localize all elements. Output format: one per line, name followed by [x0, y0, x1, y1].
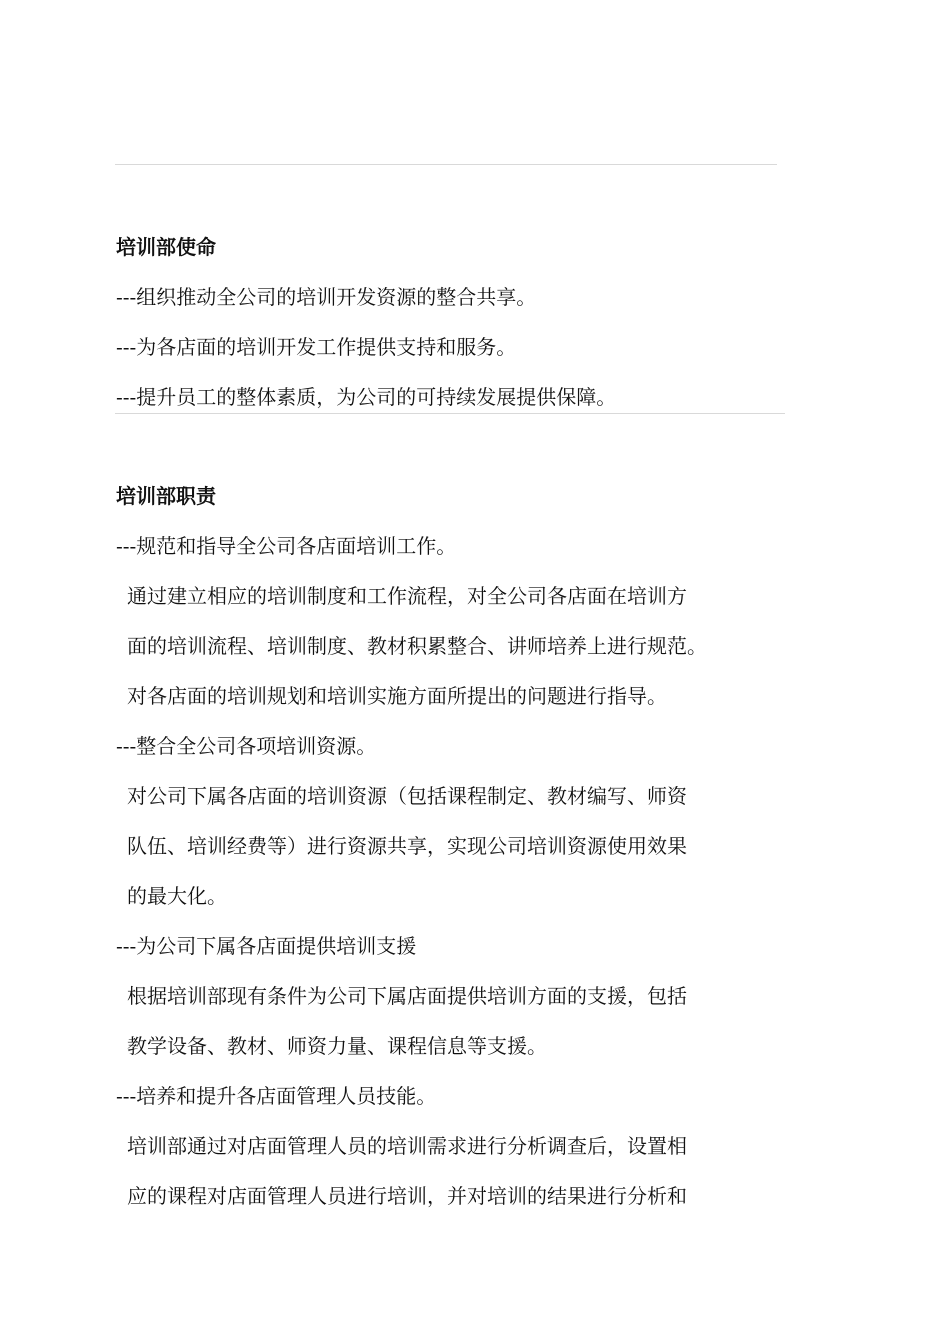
duty-text-line: 的最大化。	[127, 884, 227, 908]
mission-item: ---为各店面的培训开发工作提供支持和服务。	[116, 335, 517, 359]
mission-item: ---组织推动全公司的培训开发资源的整合共享。	[116, 285, 537, 309]
duty-text-line: 教学设备、教材、师资力量、课程信息等支援。	[127, 1034, 547, 1058]
duties-title: 培训部职责	[116, 484, 216, 508]
duty-heading: ---整合全公司各项培训资源。	[116, 734, 377, 758]
duty-text-line: 面的培训流程、培训制度、教材积累整合、讲师培养上进行规范。	[127, 634, 707, 658]
duty-text-line: 队伍、培训经费等）进行资源共享，实现公司培训资源使用效果	[127, 834, 687, 858]
duty-text-line: 对各店面的培训规划和培训实施方面所提出的问题进行指导。	[127, 684, 667, 708]
duty-heading: ---培养和提升各店面管理人员技能。	[116, 1084, 437, 1108]
duty-text-line: 根据培训部现有条件为公司下属店面提供培训方面的支援，包括	[127, 984, 687, 1008]
middle-divider	[115, 413, 785, 414]
duty-text-line: 应的课程对店面管理人员进行培训，并对培训的结果进行分析和	[127, 1184, 687, 1208]
duty-heading: ---为公司下属各店面提供培训支援	[116, 934, 417, 958]
duty-heading: ---规范和指导全公司各店面培训工作。	[116, 534, 457, 558]
duty-text-line: 对公司下属各店面的培训资源（包括课程制定、教材编写、师资	[127, 784, 687, 808]
mission-item: ---提升员工的整体素质，为公司的可持续发展提供保障。	[116, 385, 617, 409]
mission-title: 培训部使命	[116, 235, 216, 259]
duty-text-line: 通过建立相应的培训制度和工作流程，对全公司各店面在培训方	[127, 584, 687, 608]
duty-text-line: 培训部通过对店面管理人员的培训需求进行分析调查后，设置相	[127, 1134, 687, 1158]
top-divider	[115, 164, 777, 165]
